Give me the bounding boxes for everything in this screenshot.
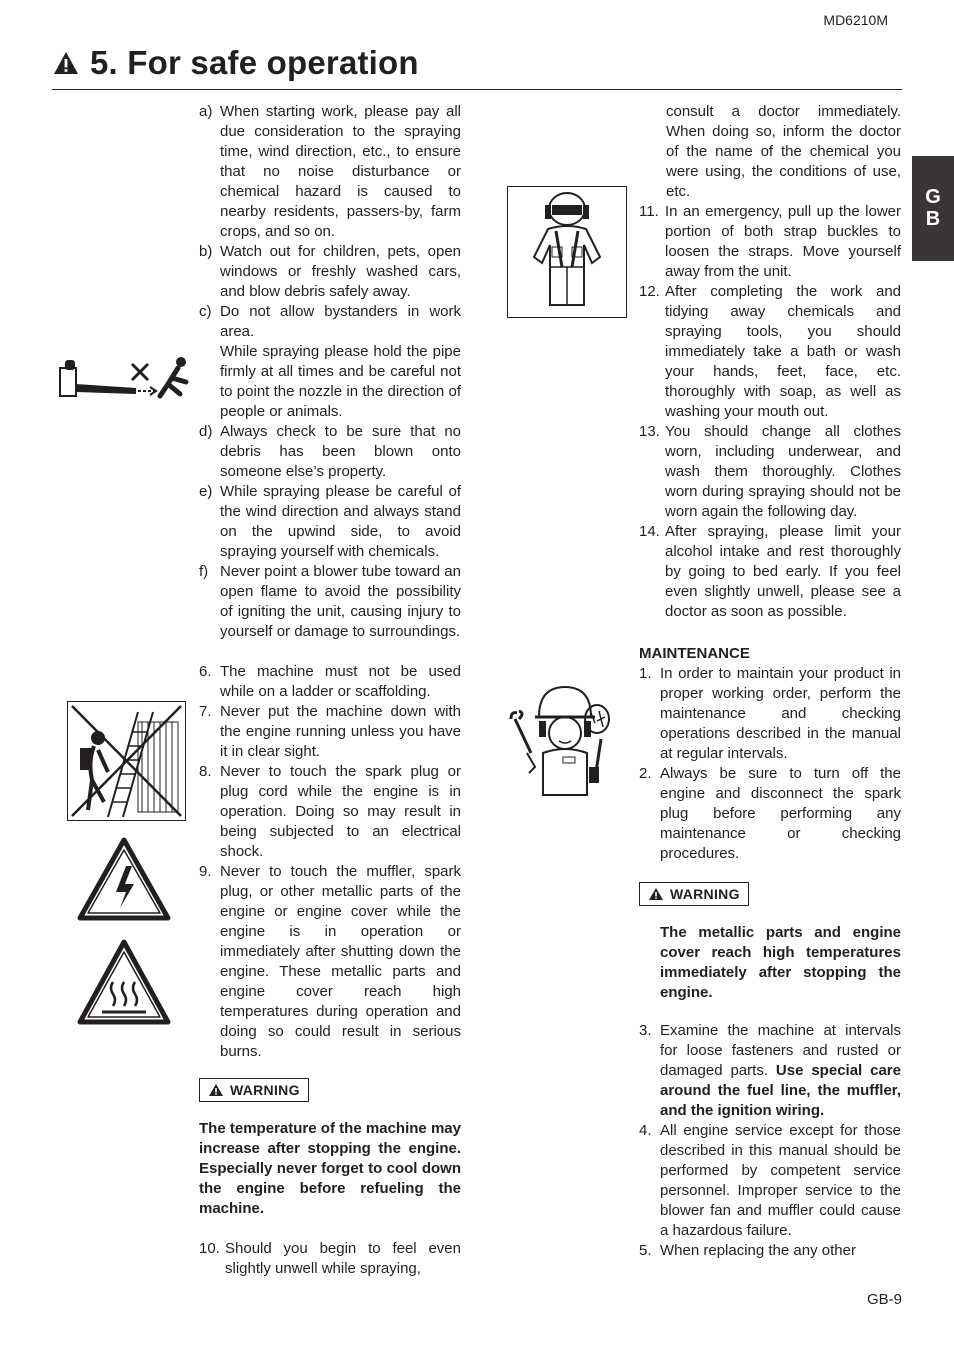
right-text-column [639, 102, 901, 1261]
numbered-item [639, 1121, 901, 1241]
list-item [199, 482, 461, 562]
numbered-item [199, 762, 461, 862]
numbered-item-text: After completing the work and tidying away chemicals and spraying tools, you should immediately take a bath or wash your hands, feet, face, etc. thoroughly with soap, as well as washing your mouth out. [665, 283, 901, 420]
warning-label-box [199, 1078, 309, 1102]
page-number: GB-9 [866, 1291, 902, 1308]
numbered-item-label: 6. [199, 663, 212, 680]
numbered-item-text: In order to maintain your product in proper working order, perform the maintenance and checking operations described in the manual at regular intervals. [660, 665, 901, 762]
list-item-label: c) [199, 303, 212, 320]
left-text-column [199, 102, 461, 1279]
title-rule [52, 89, 902, 90]
numbered-item-label: 10. [199, 1240, 220, 1257]
language-tab-letter-1: G [925, 186, 941, 208]
numbered-item [639, 1021, 901, 1121]
warning-label: WARNING [230, 1082, 300, 1098]
continued-text: consult a doctor immediately. When doing so, inform the doctor of the name of the chemical you were using, the conditions of use, etc. [666, 103, 901, 200]
numbered-item [639, 664, 901, 764]
list-item [199, 562, 461, 642]
numbered-item-body [660, 1021, 901, 1121]
list-item-label: d) [199, 423, 213, 440]
list-item [199, 342, 461, 422]
model-number: MD6210M [823, 12, 888, 28]
numbered-item-label: 14. [639, 523, 660, 540]
numbered-item-text: Should you begin to feel even slightly unwell while spraying, [225, 1240, 461, 1277]
maintenance-worker-ok-icon [507, 683, 617, 801]
numbered-item-label: 3. [639, 1022, 652, 1039]
list-item-text: When starting work, please pay all due consideration to the spraying time, wind direction, etc., to ensure that no noise disturbance or chemical hazard is caused to nearby residents, passers-by, farm crops, and so on. [220, 103, 461, 240]
warning-triangle-icon [52, 50, 80, 76]
numbered-item [199, 862, 461, 1062]
numbered-item-label: 4. [639, 1122, 652, 1139]
list-item-label: a) [199, 103, 213, 120]
list-item-label: b) [199, 243, 213, 260]
language-tab-letter-2: B [925, 208, 941, 230]
list-item-text: Watch out for children, pets, open windows or freshly washed cars, and blow debris safely away. [220, 243, 461, 300]
list-item-text: While spraying please be careful of the wind direction and always stand on the upwind side, to avoid spraying yourself with chemicals. [220, 483, 461, 560]
warning-label-box [639, 882, 749, 906]
maintenance-heading: MAINTENANCE [639, 645, 750, 662]
page-title [52, 44, 419, 82]
numbered-item-label: 5. [639, 1242, 652, 1259]
numbered-item-text: The machine must not be used while on a ladder or scaffolding. [220, 663, 461, 700]
numbered-item [639, 522, 901, 622]
list-item [199, 422, 461, 482]
numbered-item [199, 702, 461, 762]
numbered-item-text: Always be sure to turn off the engine and disconnect the spark plug before performing any maintenance or checking procedures. [660, 765, 901, 862]
language-tab [912, 156, 954, 261]
numbered-item [639, 282, 901, 422]
numbered-item-emphasis: Use special care around the fuel line, the muffler, and the ignition wiring. [660, 1062, 901, 1119]
warning-text: The metallic parts and engine cover reach high temperatures immediately after stopping the engine. [660, 924, 901, 1001]
list-item [199, 302, 461, 342]
list-item [199, 242, 461, 302]
blower-no-people-icon [56, 356, 201, 406]
numbered-item-label: 12. [639, 283, 660, 300]
numbered-item-text: After spraying, please limit your alcohol intake and rest thoroughly by going to bed early. If you feel even slightly unwell, please see a doctor as soon as possible. [665, 523, 901, 620]
numbered-item-text: You should change all clothes worn, including underwear, and wash them thoroughly. Clothes worn during spraying should not be worn again the following day. [665, 423, 901, 520]
numbered-item-label: 11. [639, 203, 659, 220]
numbered-item-text: Never to touch the spark plug or plug cord while the engine is in operation. Doing so may result in being subjected to an electrical shock. [220, 763, 461, 860]
numbered-item-label: 2. [639, 765, 652, 782]
numbered-item [639, 764, 901, 864]
numbered-item-text: Examine the machine at intervals for loose fasteners and rusted or damaged parts. [660, 1022, 901, 1079]
warning-label: WARNING [670, 886, 740, 902]
numbered-item [199, 1239, 461, 1279]
numbered-item-label: 7. [199, 703, 212, 720]
numbered-item-text: Never to touch the muffler, spark plug, or other metallic parts of the engine or engine cover while the engine is in operation or immediately after shutting down the engine. These metallic parts and engine cover reach high temperatures during operation and doing so could result in serious burns. [220, 863, 461, 1060]
list-item-text: Do not allow bystanders in work area. [220, 303, 461, 340]
list-item-label: e) [199, 483, 213, 500]
list-item-text: Never point a blower tube toward an open flame to avoid the possibility of igniting the unit, causing injury to yourself or damage to surroundings. [220, 563, 461, 640]
numbered-item [639, 1241, 901, 1261]
numbered-item-label: 8. [199, 763, 212, 780]
operator-illustration [508, 187, 626, 317]
numbered-item-text: In an emergency, pull up the lower portion of both strap buckles to loosen the straps. Move yourself away from the unit. [665, 203, 901, 280]
list-item-label [199, 342, 220, 422]
numbered-item-label: 9. [199, 863, 212, 880]
list-item-text: Always check to be sure that no debris has been blown onto someone else’s property. [220, 423, 461, 480]
numbered-item [639, 422, 901, 522]
list-item [199, 102, 461, 242]
warning-triangle-icon [648, 887, 664, 901]
list-item-text: While spraying please hold the pipe firmly at all times and be careful not to point the nozzle in the direction of people or animals. [220, 343, 461, 420]
list-item-label: f) [199, 563, 209, 580]
electric-shock-warning-icon [76, 836, 172, 924]
numbered-item-label: 1. [639, 665, 652, 682]
hot-surface-warning-icon [76, 938, 172, 1028]
warning-text: The temperature of the machine may increase after stopping the engine. Especially never forget to cool down the engine before refueling the machine. [199, 1120, 461, 1217]
operator-harness-figure [507, 186, 627, 318]
ladder-illustration [68, 702, 185, 820]
numbered-item-label: 13. [639, 423, 660, 440]
numbered-item-text: When replacing the any other [660, 1242, 856, 1259]
numbered-item [199, 662, 461, 702]
numbered-item [639, 202, 901, 282]
no-ladder-figure [67, 701, 186, 821]
page-title-text: 5. For safe operation [90, 44, 419, 81]
numbered-item-text: Never put the machine down with the engine running unless you have it in clear sight. [220, 703, 461, 760]
numbered-item-text: All engine service except for those described in this manual should be performed by competent service personnel. Improper service to the blower fan and muffler could cause a hazardous failure. [660, 1122, 901, 1239]
warning-triangle-icon [208, 1083, 224, 1097]
